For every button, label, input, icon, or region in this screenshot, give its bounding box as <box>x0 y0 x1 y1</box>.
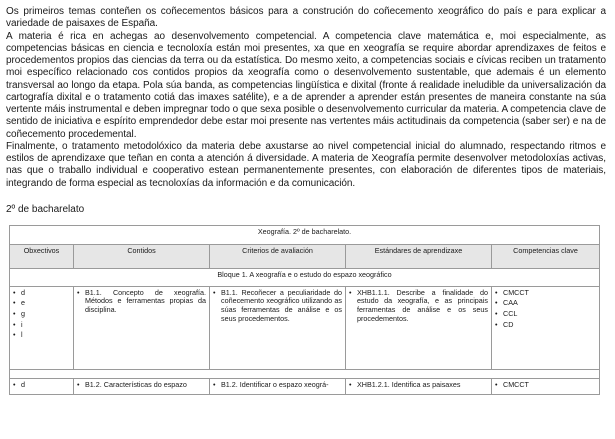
header-objectives: Obxectivos <box>10 244 74 268</box>
intro-paragraph: Os primeiros temas conteñen os coñecementos básicos para a construción do coñecemento xeográfico do país e para explicar a variedade de paisaxes de España. <box>6 6 606 30</box>
competence-item: • CD <box>495 321 596 330</box>
criteria-text: B1.2. Identificar o espazo xeográ- <box>221 379 329 389</box>
document-page <box>6 6 606 395</box>
competences-cell <box>492 378 600 394</box>
content-cell: • B1.2. Características do espazo <box>74 378 210 394</box>
curriculum-table <box>9 225 600 395</box>
table-row <box>10 378 600 394</box>
competences-cell <box>492 286 600 369</box>
header-standards: Estándares de aprendizaxe <box>346 244 492 268</box>
objective-item: • i <box>13 321 70 330</box>
objective-item: • g <box>13 310 70 319</box>
objective-item: • l <box>13 331 70 340</box>
standards-cell: • XHB1.1.1. Describe a finalidade do estudo da xeografía, e as principais ferramentas de análise e os seus procedementos. <box>346 286 492 369</box>
objective-item: • d <box>13 381 70 390</box>
standards-text: XHB1.2.1. Identifica as paisaxes <box>357 379 461 389</box>
objective-item: • e <box>13 299 70 308</box>
objective-item: • d <box>13 289 70 298</box>
table-row <box>10 286 600 369</box>
criteria-cell: • B1.2. Identificar o espazo xeográ- <box>210 378 346 394</box>
block-title: Bloque 1. A xeografía e o estudo do espazo xeográfico <box>10 268 600 286</box>
standards-text: XHB1.1.1. Describe a finalidade do estudo da xeografía, e as principais ferramentas de análise e os seus procedementos. <box>357 287 488 323</box>
content-text: B1.2. Características do espazo <box>85 379 187 389</box>
competence-item: • CCL <box>495 310 596 319</box>
header-contents: Contidos <box>74 244 210 268</box>
objectives-cell <box>10 378 74 394</box>
table-spacer-row <box>10 369 600 378</box>
table-title: Xeografía. 2º de bacharelato. <box>10 225 600 244</box>
methodology-paragraph: Finalmente, o tratamento metodolóxico da materia debe axustarse ao nivel competencial inicial do alumnado, respectando ritmos e estilos de aprendizaxe que teñan en conta a atención á diversidade. A materia de Xeografía permite desenvolver metodoloxías activas, nas que o traballo individual e cooperativo estean permanentemente presentes, con elaboración de diferentes tipos de materiais, integrando de forma especial as tecnoloxías da información e da comunicación. <box>6 140 606 189</box>
content-text: B1.1. Concepto de xeografía. Métodos e ferramentas propias da disciplina. <box>85 287 206 314</box>
objectives-cell <box>10 286 74 369</box>
criteria-text: B1.1. Recoñecer a peculiaridade do coñecemento xeográfico utilizando as súas ferramentas de análise e os seus procedementos. <box>221 287 342 323</box>
section-heading: 2º de bacharelato <box>6 203 85 215</box>
criteria-cell: • B1.1. Recoñecer a peculiaridade do coñecemento xeográfico utilizando as súas ferramentas de análise e os seus procedementos. <box>210 286 346 369</box>
header-criteria: Criterios de avaliación <box>210 244 346 268</box>
table-header-row <box>10 244 600 268</box>
header-competences: Competencias clave <box>492 244 600 268</box>
standards-cell: • XHB1.2.1. Identifica as paisaxes <box>346 378 492 394</box>
competence-item: • CMCCT <box>495 381 596 390</box>
competences-paragraph: A materia é rica en achegas ao desenvolvemento competencial. A competencia clave matemática e, moi especialmente, as competencias básicas en ciencia e tecnoloxía están moi presentes, xa que en xeografía se require abordar aprendizaxes de feitos e procedementos propios das ciencias da terra ou da estatística. Do mesmo xeito, a competencias sociais e cívicas reciben un tratamento moi específico relacionado cos contidos propios da xeografía como o desenvolvemento sustentable, que ademais é un elemento transversal ao longo da etapa. Pola súa banda, as competencias lingüística e dixital (fronte á realidade ineludible da universalización da cartografía dixital e o tratamento cotiá das imaxes satélite), e a de aprender a aprender están presentes de maneira constante na súa vertente máis instrumental e deben impregnar todo o que sexa posible o desenvolvemento curricular da materia. A competencia clave de sentido de iniciativa e espírito emprendedor debe estar moi presente nas vertentes máis actitudinais da competencia (saber ser) e na de coñecemento procedemental. <box>6 30 606 140</box>
competence-item: • CMCCT <box>495 289 596 298</box>
competence-item: • CAA <box>495 299 596 308</box>
content-cell: • B1.1. Concepto de xeografía. Métodos e ferramentas propias da disciplina. <box>74 286 210 369</box>
